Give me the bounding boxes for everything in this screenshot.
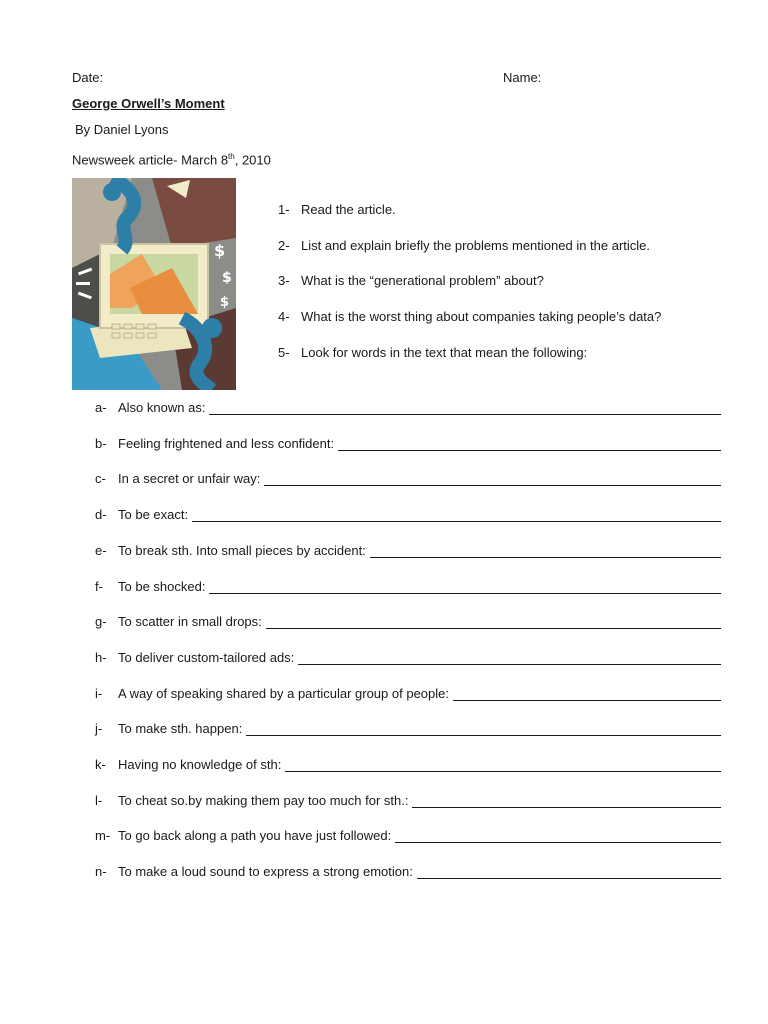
name-label: Name: <box>503 70 542 85</box>
question-text: List and explain briefly the problems mentioned in the article. <box>301 238 651 253</box>
vocab-item-h <box>95 650 721 666</box>
vocab-prompt: Having no knowledge of sth: <box>118 757 282 772</box>
vocab-item-i <box>95 686 721 702</box>
answer-blank[interactable] <box>264 473 721 486</box>
question-5 <box>278 345 587 361</box>
question-number: 4- <box>278 309 290 324</box>
svg-text:$: $ <box>222 270 232 286</box>
vocab-letter: h- <box>95 650 107 665</box>
worksheet-title: George Orwell’s Moment <box>72 96 225 111</box>
vocab-prompt: To make sth. happen: <box>118 721 243 736</box>
vocab-letter: e- <box>95 543 107 558</box>
vocab-prompt: To scatter in small drops: <box>118 614 262 629</box>
vocab-item-j <box>95 721 721 737</box>
vocab-letter: a- <box>95 400 107 415</box>
answer-blank[interactable] <box>192 509 721 522</box>
source-prefix: Newsweek article- March 8 <box>72 152 229 168</box>
answer-blank[interactable] <box>246 723 721 736</box>
svg-text:$: $ <box>214 241 226 260</box>
answer-blank[interactable] <box>395 830 721 843</box>
vocab-letter: i- <box>95 686 103 701</box>
question-text: Read the article. <box>301 202 396 217</box>
clip-art-illustration <box>72 178 236 390</box>
question-number: 1- <box>278 202 290 217</box>
vocab-prompt: To be shocked: <box>118 579 206 594</box>
vocab-letter: b- <box>95 436 107 451</box>
question-number: 5- <box>278 345 290 360</box>
question-4 <box>278 309 661 325</box>
answer-blank[interactable] <box>370 545 721 558</box>
answer-blank[interactable] <box>298 652 721 665</box>
vocab-prompt: To break sth. Into small pieces by accident: <box>118 543 366 558</box>
answer-blank[interactable] <box>412 795 721 808</box>
question-text: What is the worst thing about companies taking people’s data? <box>301 309 662 324</box>
question-3 <box>278 273 544 289</box>
source-suffix: , 2010 <box>234 152 271 168</box>
question-number: 2- <box>278 238 290 253</box>
vocab-prompt: To make a loud sound to express a strong emotion: <box>118 864 413 879</box>
vocab-prompt: To deliver custom-tailored ads: <box>118 650 295 665</box>
vocab-letter: l- <box>95 793 103 808</box>
vocab-item-k <box>95 757 721 773</box>
vocab-letter: g- <box>95 614 107 629</box>
vocab-prompt: To cheat so.by making them pay too much for sth.: <box>118 793 409 808</box>
vocab-letter: d- <box>95 507 107 522</box>
vocab-letter: m- <box>95 828 111 843</box>
answer-blank[interactable] <box>209 581 721 594</box>
vocab-prompt: To go back along a path you have just followed: <box>118 828 392 843</box>
vocab-item-b <box>95 436 721 452</box>
vocab-prompt: In a secret or unfair way: <box>118 471 261 486</box>
vocab-item-f <box>95 579 721 595</box>
svg-text:$: $ <box>220 295 230 310</box>
vocab-item-n <box>95 864 721 880</box>
vocab-item-d <box>95 507 721 523</box>
question-text: What is the “generational problem” about? <box>301 273 544 288</box>
vocab-letter: n- <box>95 864 107 879</box>
source-ordinal-suffix: th <box>228 152 235 161</box>
vocab-item-g <box>95 614 721 630</box>
vocab-item-c <box>95 471 721 487</box>
answer-blank[interactable] <box>285 759 721 772</box>
question-1 <box>278 202 396 218</box>
vocab-item-a <box>95 400 721 416</box>
vocab-item-l <box>95 793 721 809</box>
vocab-letter: j- <box>95 721 103 736</box>
author-line: By Daniel Lyons <box>75 122 169 137</box>
answer-blank[interactable] <box>453 688 721 701</box>
vocab-letter: k- <box>95 757 106 772</box>
vocab-letter: f- <box>95 579 103 594</box>
answer-blank[interactable] <box>417 866 721 879</box>
vocab-prompt: To be exact: <box>118 507 189 522</box>
question-2 <box>278 238 650 254</box>
question-number: 3- <box>278 273 290 288</box>
vocab-prompt: A way of speaking shared by a particular group of people: <box>118 686 449 701</box>
vocab-prompt: Feeling frightened and less confident: <box>118 436 335 451</box>
answer-blank[interactable] <box>338 438 721 451</box>
date-label: Date: <box>72 70 104 85</box>
vocab-prompt: Also known as: <box>118 400 206 415</box>
answer-blank[interactable] <box>209 402 721 415</box>
source-line <box>72 149 271 168</box>
vocab-item-e <box>95 543 721 559</box>
answer-blank[interactable] <box>266 616 721 629</box>
question-text: Look for words in the text that mean the following: <box>301 345 588 360</box>
vocab-item-m <box>95 828 721 844</box>
vocab-letter: c- <box>95 471 106 486</box>
